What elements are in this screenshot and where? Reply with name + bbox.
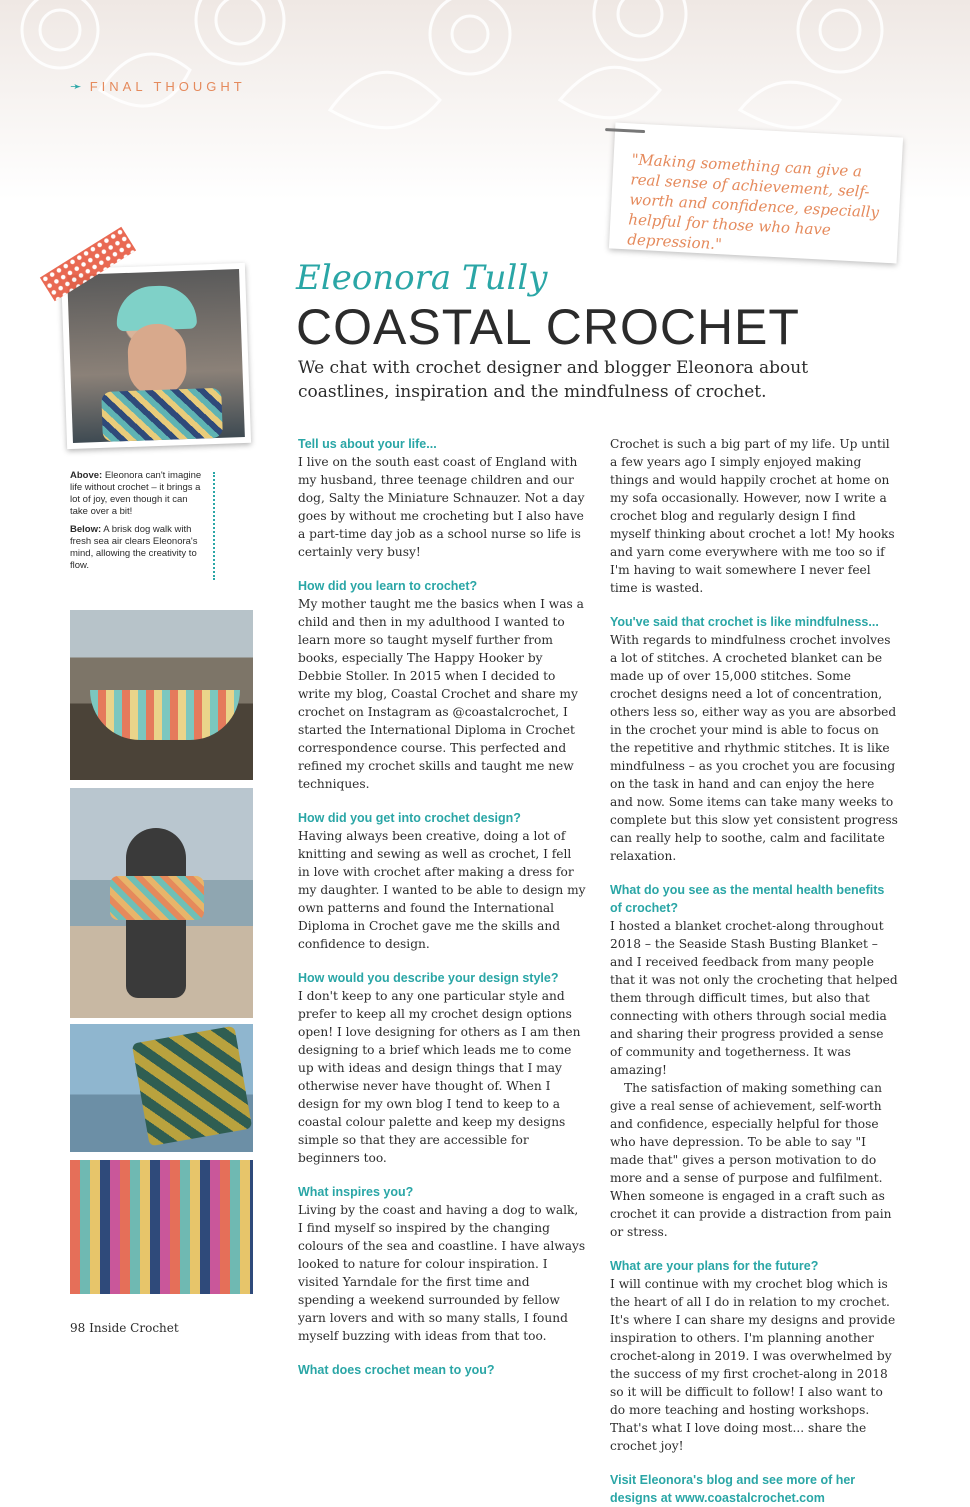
photo-striped-blanket — [70, 1160, 253, 1294]
photo-captions — [70, 470, 208, 578]
section-tag — [70, 78, 246, 95]
question-heading: Tell us about your life... — [298, 437, 437, 451]
page-number: 98 — [70, 1321, 86, 1335]
section-tag-label: FINAL THOUGHT — [89, 79, 246, 94]
pull-quote-card — [609, 123, 903, 264]
answer-text: I will continue with my crochet blog which is the heart of all I do in relation to my crochet. It's where I can share my designs and provide inspiration to others. I'm planning another crochet-along in 2019. I was overwhelmed by the success of my first crochet-along in 2018 so it will be difficult to follow! I also want to do more teaching and hosting workshops. That's what I love doing most... share the crochet joy! — [610, 1277, 896, 1453]
article-column-2 — [610, 435, 898, 1507]
article-title: COASTAL CROCHET — [296, 299, 800, 355]
answer-text: I don't keep to any one particular style and prefer to keep all my crochet design options open! I love designing for others as I am then designing to a brief which leads me to come up with ideas and design things that I may otherwise never have thought of. When I design for my own blog I tend to keep to a coastal colour palette and keep my designs simple so that they are accessible for beginners too. — [298, 989, 581, 1165]
photo-shawl-on-rocks — [70, 610, 253, 780]
portrait-image — [67, 269, 245, 443]
answer-text: Crochet is such a big part of my life. Up until a few years ago I simply enjoyed making things and would happily crochet at home on my sofa occasionally. However, now I write a crochet blog and regularly design I find myself thinking about crochet a lot! My hooks and yarn come everywhere with me too so if I'm having to wait somewhere I never feel time is wasted. — [610, 437, 895, 595]
answer-text: Having always been creative, doing a lot of knitting and sewing as well as crochet, I fell in love with crochet after making a dress for my daughter. I wanted to be able to design my own patterns and found the International Diploma in Crochet gave me the skills and confidence to design. — [298, 829, 586, 951]
answer-text: Living by the coast and having a dog to walk, I find myself so inspired by the changing colours of the sea and coastline. I have always looked to nature for colour inspiration. I visited Yarndale for the first time and spending a weekend surrounded by fellow yarn lovers and with so many stalls, I found myself buzzing with ideas from that too. — [298, 1203, 586, 1343]
portrait-photo — [61, 263, 251, 449]
answer-text: I hosted a blanket crochet-along throughout 2018 – the Seaside Stash Busting Blanket – and I received feedback from many people that it was not only the crocheting that helped them through difficult times, but also that connecting with others through social media and sharing their progress provided a sense of community and togetherness. It was amazing! — [610, 919, 898, 1077]
page-footer — [70, 1321, 179, 1335]
outro-link[interactable]: Visit Eleonora's blog and see more of her designs at www.coastalcrochet.com — [610, 1473, 856, 1505]
magazine-name: Inside Crochet — [89, 1321, 179, 1335]
question-heading: How would you describe your design style? — [298, 971, 559, 985]
answer-text: With regards to mindfulness crochet involves a lot of stitches. A crocheted blanket can be made up of over 15,000 stitches. Some crochet designs need a lot of concentration, others less so, either way as you are absorbed in the crochet your mind is able to focus on the repetitive and rhythmic stitches. It is like mindfulness – as you crochet you are focusing on the task in hand and can enjoy the here and now. Some items can take many weeks to complete but this slow yet consistent progress can really help to soothe, calm and facilitate relaxation. — [610, 633, 898, 863]
photo-dog-on-beach — [70, 788, 253, 1018]
question-heading: What are your plans for the future? — [610, 1259, 819, 1273]
caption-above: Above: Eleonora can't imagine life without crochet – it brings a lot of joy, even though it can take over a bit! — [70, 470, 202, 517]
answer-text: My mother taught me the basics when I was a child and then in my adulthood I wanted to learn more so taught myself further from books, especially The Happy Hooker by Debbie Stoller. In 2015 when I decided to write my blog, Coastal Crochet and share my crochet on Instagram as @coastalcrochet, I started the International Diploma in Crochet correspondence course. This perfected and refined my crochet skills and taught me new techniques. — [298, 597, 584, 791]
pull-quote-text: "Making something can give a real sense of achievement, self-worth and confidence, especially helpful for those who have depression." — [626, 150, 880, 254]
article-column-1 — [298, 435, 586, 1379]
photo-crochet-clutch — [70, 1024, 253, 1152]
dotted-divider — [213, 472, 217, 580]
answer-text: The satisfaction of making something can give a real sense of achievement, self-worth and confidence, especially helpful for those who have depression. To be able to say "I made that" gives a person motivation to do more and a sense of purpose and fulfilment. When someone is engaged in a craft such as crochet it can provide a distraction from pain or stress. — [610, 1081, 892, 1239]
answer-text: I live on the south east coast of England with my husband, three teenage children and our dog, Salty the Miniature Schnauzer. Not a day goes by without me crocheting but I also have a part-time day job as a school nurse so life is certainly very busy! — [298, 455, 585, 559]
arrow-icon: ➛ — [70, 78, 82, 94]
standfirst: We chat with crochet designer and blogger Eleonora about coastlines, inspiration and the mindfulness of crochet. — [298, 358, 809, 402]
question-heading: You've said that crochet is like mindfulness... — [610, 615, 879, 629]
question-heading: What inspires you? — [298, 1185, 414, 1199]
question-heading: What does crochet mean to you? — [298, 1363, 495, 1377]
author-name: Eleonora Tully — [296, 258, 548, 298]
question-heading: How did you learn to crochet? — [298, 579, 478, 593]
question-heading: What do you see as the mental health benefits of crochet? — [610, 883, 885, 915]
caption-below: Below: A brisk dog walk with fresh sea air clears Eleonora's mind, allowing the creativity to flow. — [70, 524, 198, 571]
question-heading: How did you get into crochet design? — [298, 811, 521, 825]
